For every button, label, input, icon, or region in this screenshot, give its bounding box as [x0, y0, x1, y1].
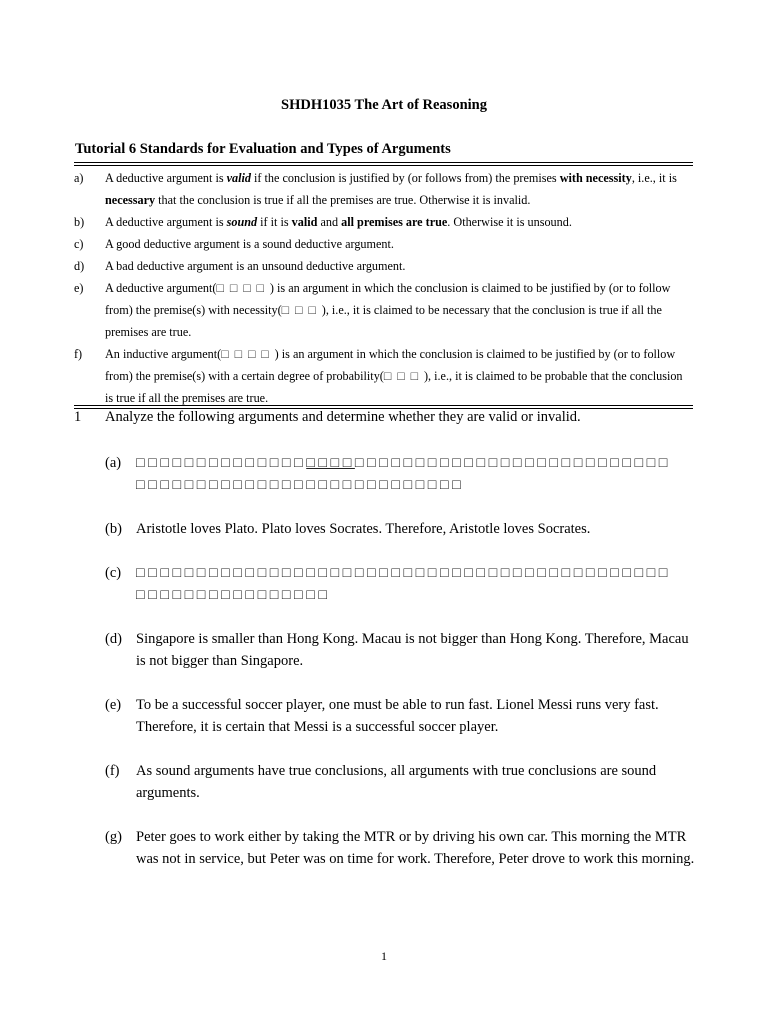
- question-item-text: [136, 562, 695, 606]
- definition-item: [74, 233, 693, 255]
- cjk-line: □□□□□□□□□□□□□□□□: [136, 587, 331, 603]
- definition-text: [105, 211, 693, 233]
- text-run: . Otherwise it is unsound.: [447, 215, 572, 229]
- definition-label: c): [74, 237, 84, 251]
- text-run: An inductive argument(: [105, 347, 222, 361]
- question-text: Analyze the following arguments and determine whether they are valid or invalid.: [105, 409, 581, 425]
- document-title: SHDH1035 The Art of Reasoning: [281, 97, 487, 113]
- definition-text: [105, 167, 693, 211]
- divider: [74, 165, 693, 166]
- question-item-label: (g): [105, 829, 122, 845]
- text-run: that the conclusion is true if all the premises are true. Otherwise it is invalid.: [155, 193, 531, 207]
- bold-term: all premises are true: [341, 215, 448, 229]
- question-item-label: (e): [105, 697, 122, 713]
- question-item-text: Peter goes to work either by taking the MTR or by driving his own car. This morning the MTR was not in service, but Peter was on time for work. Therefore, Peter drove to work this morning.: [136, 829, 695, 867]
- question-item: [105, 628, 695, 672]
- bold-term: necessary: [105, 193, 156, 207]
- cjk-term: □□□□: [221, 347, 275, 361]
- question-item-text: To be a successful soccer player, one must be able to run fast. Lionel Messi runs very fast. Therefore, it is certain that Messi is a successful soccer player.: [136, 697, 659, 735]
- text-run: ), i.e., it is claimed to be probable that the conclusion is true if all the premises are true.: [105, 369, 683, 405]
- definition-label: d): [74, 259, 85, 273]
- question-item-label: (f): [105, 763, 120, 779]
- definition-label: b): [74, 215, 85, 229]
- tutorial-heading: Tutorial 6 Standards for Evaluation and Types of Arguments: [75, 141, 451, 157]
- definition-text: [105, 343, 693, 409]
- cjk-term: □□□□: [216, 281, 270, 295]
- question-items: [105, 452, 695, 892]
- bold-term: valid: [291, 215, 318, 229]
- definition-item: [74, 211, 693, 233]
- text-run: if the conclusion is justified by (or follows from) the premises: [251, 171, 560, 185]
- question-item: [105, 826, 695, 870]
- cjk-line: □□□□□□□□□□□□□□□□□□□□□□□□□□□□□□□□□□□□□□□□□□□□: [136, 455, 671, 471]
- definition-label: a): [74, 171, 84, 185]
- question-prompt: [74, 409, 693, 426]
- text-run: A bad deductive argument is an unsound deductive argument.: [105, 259, 406, 273]
- text-run: ) is an argument in which the conclusion is claimed to be justified by (or to follow from) the premise(s) with a certain degree of probability(: [105, 347, 676, 383]
- question-item: [105, 694, 695, 738]
- question-number: 1: [74, 409, 82, 425]
- key-term: sound: [226, 215, 258, 229]
- cjk-term: □□□: [281, 303, 322, 317]
- definition-text: [105, 233, 693, 255]
- cjk-line: □□□□□□□□□□□□□□□□□□□□□□□□□□□: [136, 477, 465, 493]
- text-run: ), i.e., it is claimed to be necessary that the conclusion is true if all the premises are true.: [105, 303, 662, 339]
- text-run: ) is an argument in which the conclusion is claimed to be justified by (or to follow from) the premise(s) with necessity(: [105, 281, 671, 317]
- question-item-label: (a): [105, 455, 122, 471]
- text-run: A good deductive argument is a sound deductive argument.: [105, 237, 394, 251]
- definition-item: [74, 343, 693, 409]
- definition-text: [105, 255, 693, 277]
- text-run: , i.e., it is: [631, 171, 677, 185]
- text-run: if it is: [257, 215, 292, 229]
- question-item-label: (c): [105, 565, 122, 581]
- question-item-text: [136, 452, 695, 496]
- question-item: [105, 452, 695, 496]
- cjk-line: □□□□□□□□□□□□□□□□□□□□□□□□□□□□□□□□□□□□□□□□□□□□: [136, 565, 671, 581]
- divider: [74, 405, 693, 406]
- definition-item: [74, 277, 693, 343]
- question-item: [105, 562, 695, 606]
- question-item: [105, 518, 695, 540]
- text-run: A deductive argument is: [105, 215, 227, 229]
- cjk-term: □□□: [383, 369, 424, 383]
- definitions-list: [74, 167, 693, 409]
- definition-label: e): [74, 281, 84, 295]
- question-item-label: (d): [105, 631, 122, 647]
- question-item-text: Aristotle loves Plato. Plato loves Socrates. Therefore, Aristotle loves Socrates.: [136, 521, 591, 537]
- definition-item: [74, 255, 693, 277]
- key-term: valid: [226, 171, 251, 185]
- text-run: A deductive argument(: [105, 281, 217, 295]
- text-run: and: [317, 215, 342, 229]
- page-number: 1: [381, 949, 387, 963]
- definition-item: [74, 167, 693, 211]
- definition-text: [105, 277, 693, 343]
- question-item-text: As sound arguments have true conclusions, all arguments with true conclusions are sound arguments.: [136, 763, 657, 801]
- text-run: A deductive argument is: [105, 171, 227, 185]
- question-item-label: (b): [105, 521, 122, 537]
- question-item: [105, 760, 695, 804]
- definition-label: f): [74, 347, 83, 361]
- divider: [74, 162, 693, 163]
- bold-term: with necessity: [559, 171, 632, 185]
- question-item-text: Singapore is smaller than Hong Kong. Macau is not bigger than Hong Kong. Therefore, Macau is not bigger than Singapore.: [136, 631, 689, 669]
